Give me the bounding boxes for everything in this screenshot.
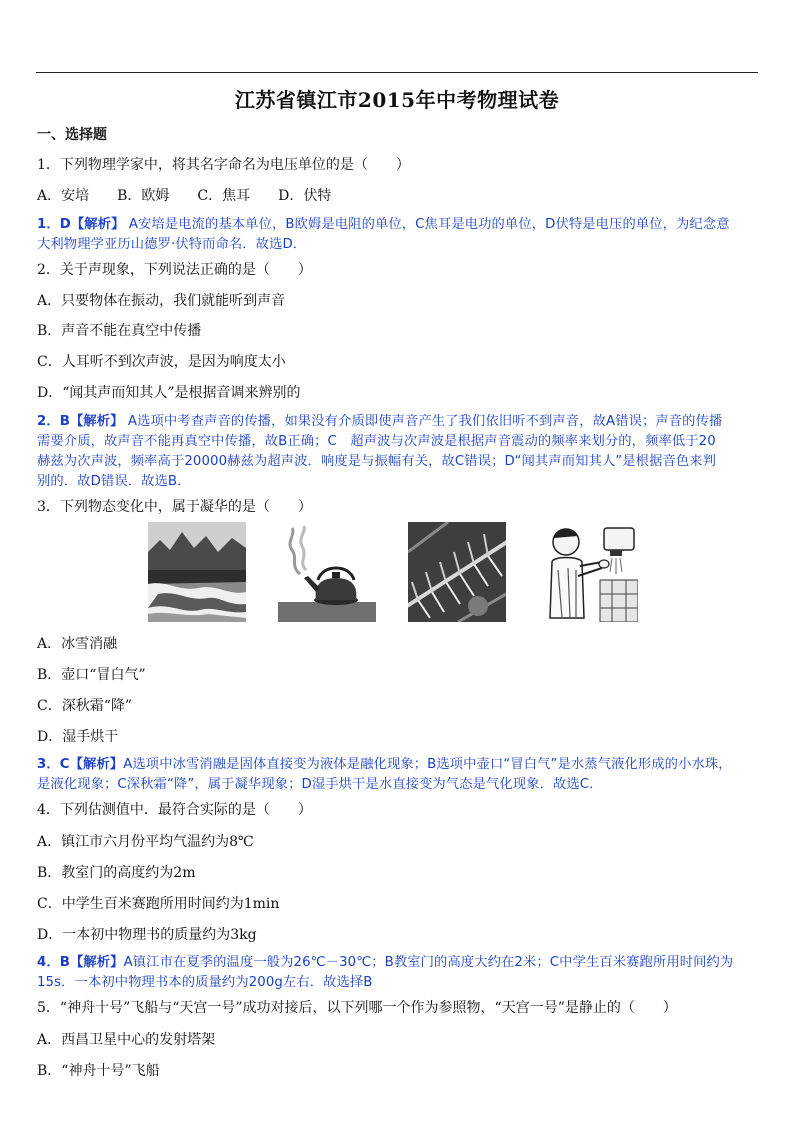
question-1-stem: 1．下列物理学家中，将其名字命名为电压单位的是（ ） [37,157,410,173]
question-1-options: A．安培 B．欧姆 C．焦耳 D．伏特 [37,188,332,204]
hand-dryer-image [540,522,638,622]
answer-1-line-1 [37,213,730,232]
question-3-option-c: C．深秋霜“降” [37,698,133,714]
question-5-stem: 5．“神舟十号”飞船与“天宫一号”成功对接后，以下列哪一个作为参照物，“天宫一号”是静止的（ ） [37,1000,677,1016]
answer-1-text: A安培是电流的基本单位，B欧姆是电阻的单位，C焦耳是电功的单位，D伏特是电压的单位，为纪念意 [128,217,730,232]
frost-branch-image [408,522,506,622]
question-5-option-a: A．西昌卫星中心的发射塔架 [37,1032,216,1048]
answer-4-line-2: 15s．一本初中物理书本的质量约为200g左右．故选择B [37,975,373,990]
question-3-option-a: A．冰雪消融 [37,636,118,652]
answer-3-line-1 [37,753,732,772]
kettle-steam-image [278,522,376,622]
answer-2-line-3: 赫兹为次声波，频率高于20000赫兹为超声波．响度是与振幅有关，故C错误；D“闻其声而知其人”是根据音色来判 [37,454,717,469]
question-3-option-b: B．壶口“冒白气” [37,667,146,683]
section-heading: 一、选择题 [37,127,107,143]
question-4-option-a: A．镇江市六月份平均气温约为8℃ [37,834,254,850]
question-2-stem: 2．关于声现象，下列说法正确的是（ ） [37,262,312,278]
question-2-option-b: B．声音不能在真空中传播 [37,323,202,339]
page-title: 江苏省镇江市2015年中考物理试卷 [234,88,560,112]
answer-3-lead: 3．C【解析】 [37,757,124,772]
question-5-option-b: B．“神舟十号”飞船 [37,1063,160,1079]
question-3-option-d: D．湿手烘干 [37,729,119,745]
answer-1-line-2: 大利物理学亚历山德罗·伏特而命名．故选D． [37,237,307,252]
header-rule [36,72,758,73]
question-4-stem: 4．下列估测值中．最符合实际的是（ ） [37,802,312,818]
answer-4-line-1 [37,951,733,970]
answer-2-line-4: 别的．故D错误．故选B． [37,474,191,489]
question-4-option-b: B．教室门的高度约为2m [37,865,196,881]
question-4-option-c: C．中学生百米赛跑所用时间约为1min [37,896,280,912]
answer-3-text: A选项中冰雪消融是固体直接变为液体是融化现象；B选项中壶口“冒白气”是水蒸气液化形成的小水珠， [123,757,732,772]
answer-1-lead: 1．D【解析】 [37,217,125,232]
question-2-option-d: D．“闻其声而知其人”是根据音调来辨别的 [37,385,301,401]
question-3-stem: 3．下列物态变化中，属于凝华的是（ ） [37,499,312,515]
answer-2-lead: 2．B【解析】 [37,414,124,429]
answer-2-line-1 [37,410,722,429]
answer-2-line-2: 需要介质，故声音不能再真空中传播，故B正确；C 超声波与次声波是根据声音震动的频率来划分的，频率低于20 [37,434,716,449]
answer-3-line-2: 是液化现象；C深秋霜“降”，属于凝华现象；D湿手烘干是水直接变为气态是气化现象．故选C． [37,777,603,792]
answer-4-text: A镇江市在夏季的温度一般为26℃－30℃；B教室门的高度大约在2米；C中学生百米赛跑所用时间约为 [123,955,734,970]
question-4-option-d: D．一本初中物理书的质量约为3kg [37,927,257,943]
snow-melting-image [148,522,246,622]
question-2-option-c: C．人耳听不到次声波，是因为响度太小 [37,354,286,370]
question-2-option-a: A．只要物体在振动，我们就能听到声音 [37,293,286,309]
answer-2-text: A选项中考查声音的传播，如果没有介质即使声音产生了我们依旧听不到声音，故A错误；声音的传播 [127,414,723,429]
answer-4-lead: 4．B【解析】 [37,955,124,970]
